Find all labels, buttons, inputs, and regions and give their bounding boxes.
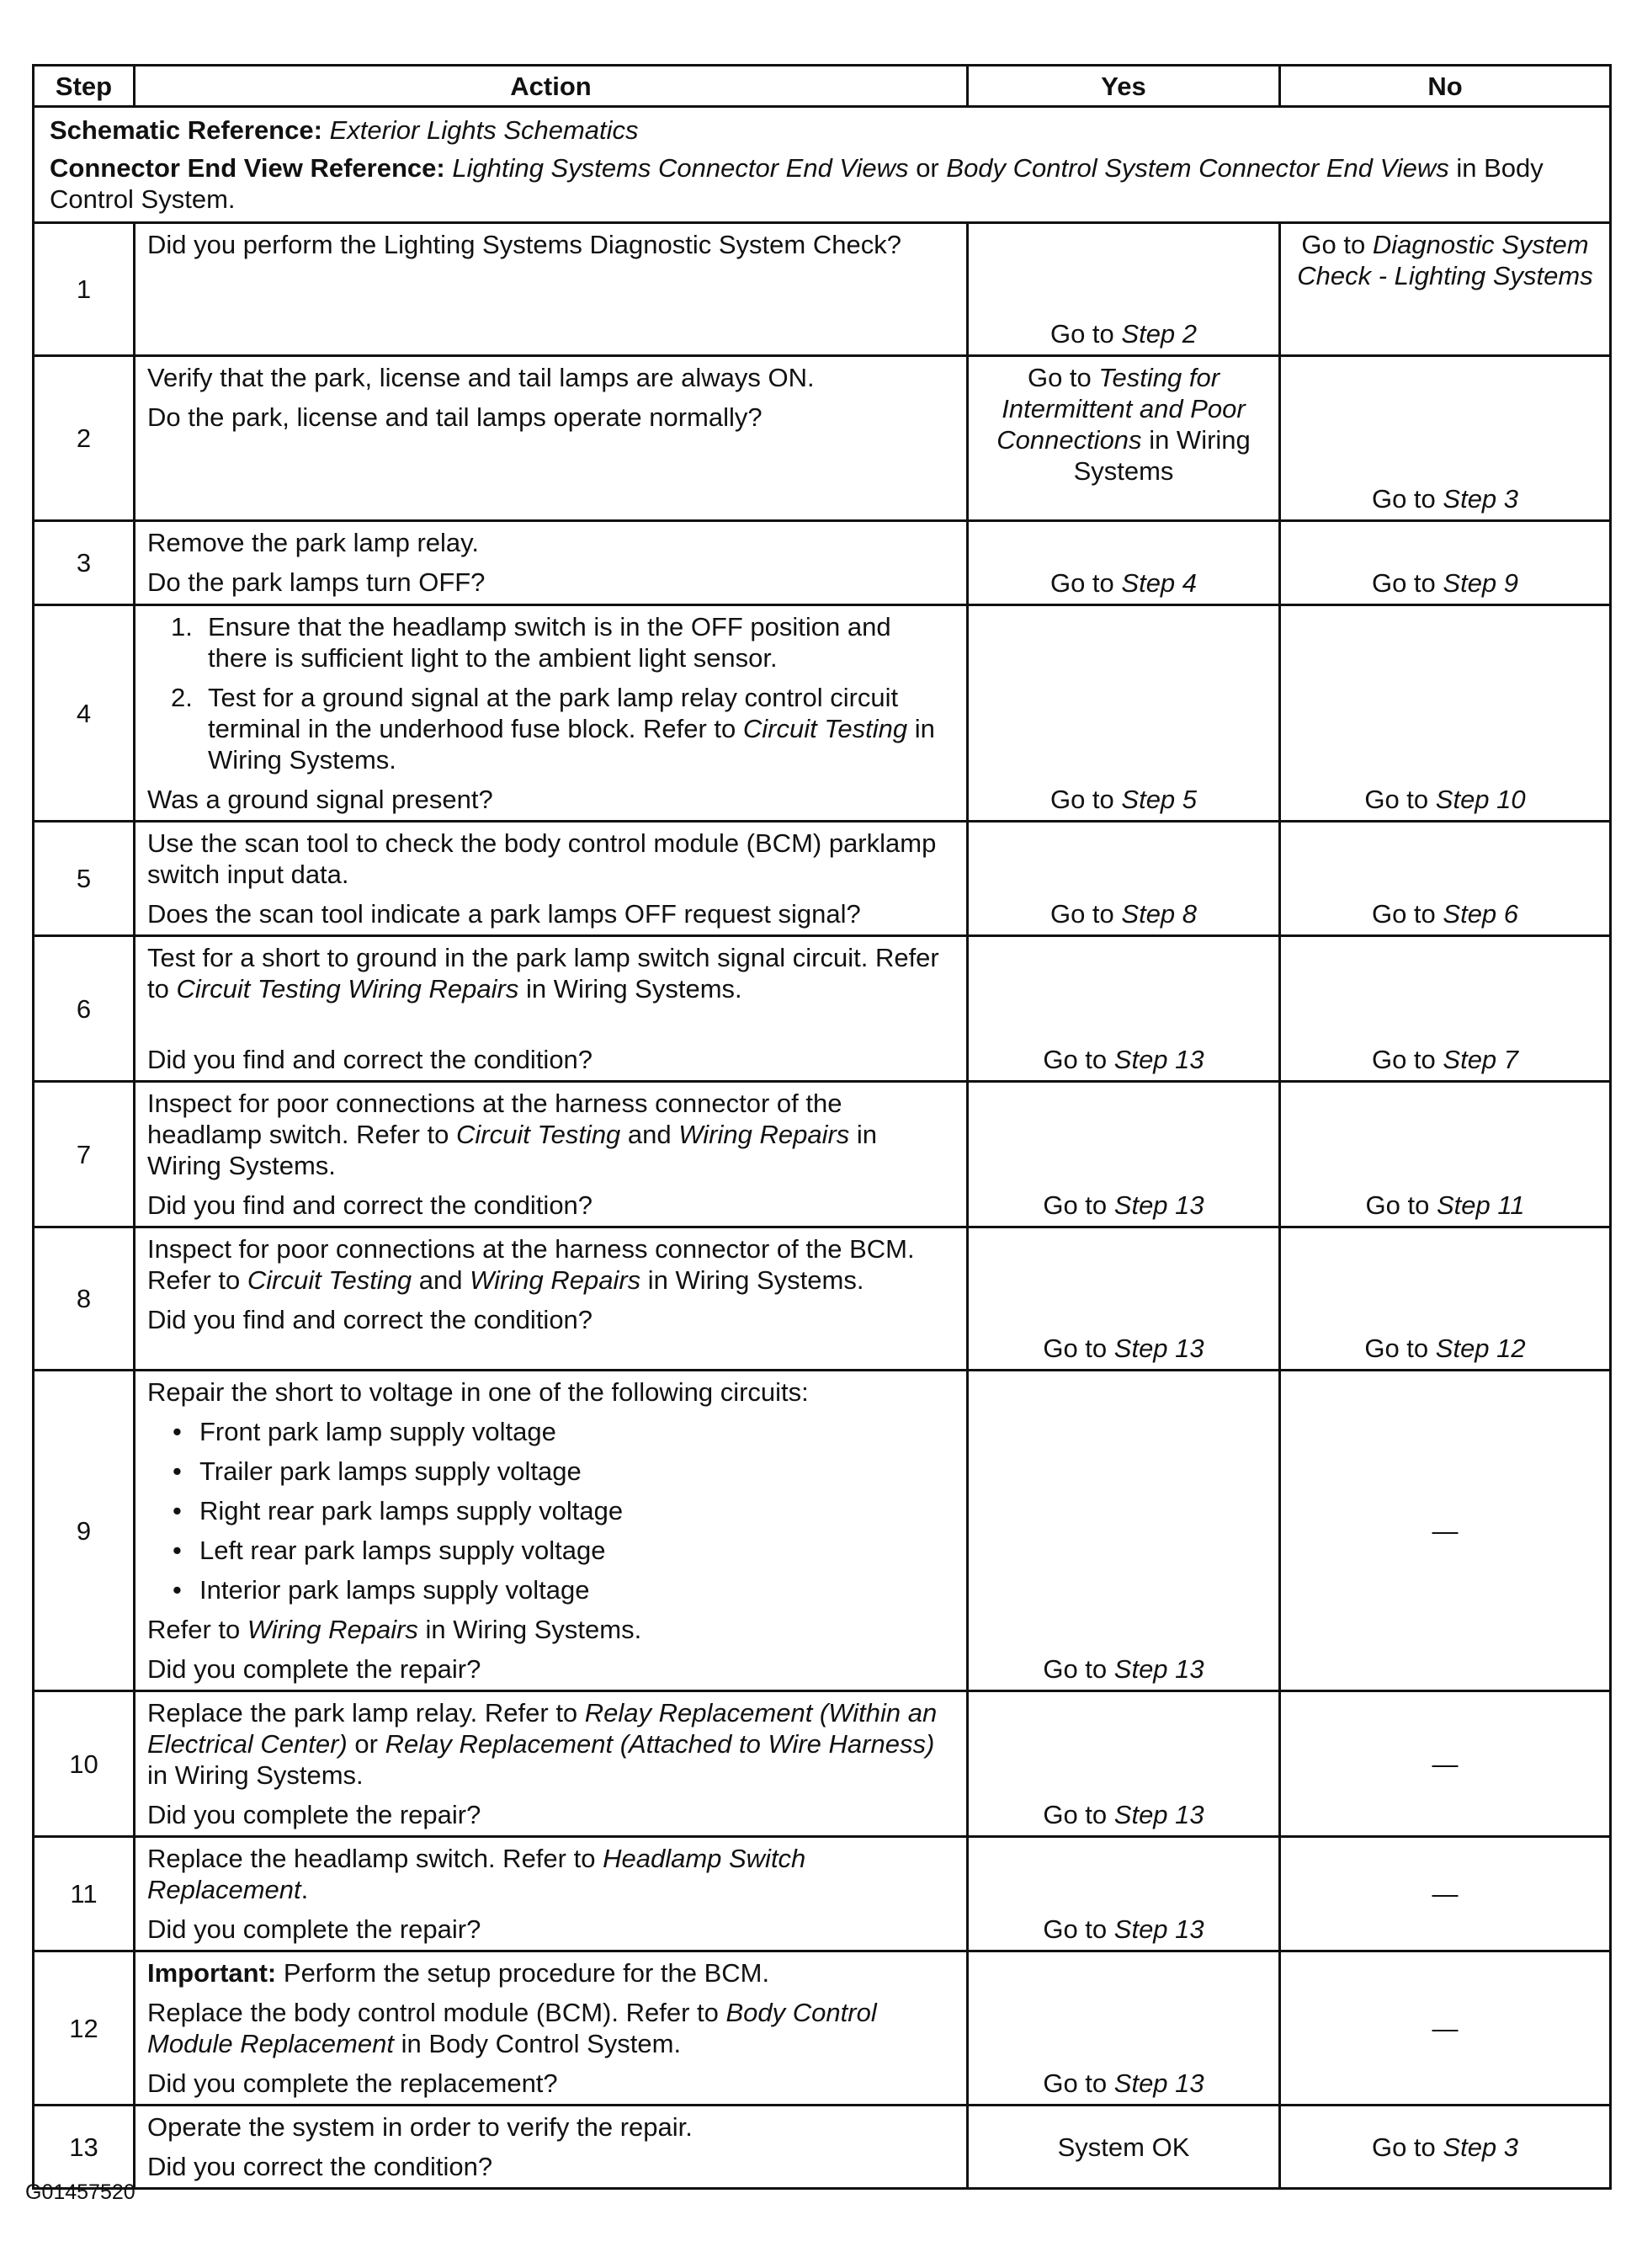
no-cell [1280, 936, 1611, 1082]
table-row [34, 1951, 1611, 2106]
schematic-reference-value: Exterior Lights Schematics [329, 115, 639, 145]
schematic-reference [50, 114, 1597, 146]
action-text: Did you perform the Lighting Systems Diagnostic System Check? [147, 230, 901, 259]
goto-label: Go to [1043, 1190, 1108, 1220]
header-action: Action [135, 66, 968, 107]
action-question: Did you correct the condition? [147, 2152, 493, 2181]
action-text-tail: in Wiring Systems. [147, 1760, 364, 1790]
bullet-list [147, 1416, 954, 1605]
step-action [135, 1371, 968, 1691]
step-number: 13 [34, 2106, 135, 2189]
important-text: Perform the setup procedure for the BCM. [283, 1958, 770, 1988]
action-text-or: or [354, 1729, 378, 1759]
step-action [135, 356, 968, 521]
action-text-part: Inspect for poor connections at the harness connector of the BCM. Refer to [147, 1234, 915, 1295]
goto-label: Go to [1049, 785, 1114, 814]
step-number: 2 [34, 356, 135, 521]
diagnostic-table [32, 64, 1612, 2190]
step-action [135, 1691, 968, 1837]
step-link[interactable]: Step 13 [1113, 2068, 1204, 2098]
table-row [34, 1227, 1611, 1371]
reference-link[interactable]: Circuit Testing [742, 714, 908, 743]
step-action [135, 1082, 968, 1227]
action-question: Do the park lamps turn OFF? [147, 567, 486, 597]
goto-label: Go to [1364, 785, 1429, 814]
action-text-part: Replace the body control module (BCM). Refer to [147, 1998, 719, 2027]
action-text-tail: in Wiring Systems. [147, 1120, 878, 1180]
list-item [147, 682, 954, 775]
no-cell [1280, 605, 1611, 822]
reference-row [34, 107, 1611, 223]
connector-reference-tail: in Body Control System. [50, 153, 1544, 214]
step-number: 5 [34, 822, 135, 936]
step-link[interactable]: Step 3 [1443, 484, 1519, 514]
step-action [135, 605, 968, 822]
goto-label: Go to [1365, 1190, 1430, 1220]
action-text-tail: in Wiring Systems. [425, 1615, 642, 1644]
action-text-part: Refer to [147, 1615, 241, 1644]
step-link[interactable]: Step 13 [1113, 1654, 1204, 1684]
step-number: 6 [34, 936, 135, 1082]
action-text-part: Inspect for poor connections at the harness connector of the headlamp switch. Refer to [147, 1089, 842, 1149]
yes-cell [968, 1227, 1280, 1371]
action-text: Repair the short to voltage in one of the following circuits: [147, 1377, 809, 1407]
header-no: No [1280, 66, 1611, 107]
step-action [135, 521, 968, 605]
no-cell [1280, 1082, 1611, 1227]
no-cell: — [1280, 1691, 1611, 1837]
action-text: Verify that the park, license and tail lamps are always ON. [147, 363, 815, 392]
action-text [147, 1843, 954, 1905]
no-cell: — [1280, 1951, 1611, 2106]
action-question: Did you complete the replacement? [147, 2068, 558, 2098]
step-link[interactable]: Step 5 [1121, 785, 1198, 814]
connector-reference-or: or [916, 153, 939, 183]
action-text-part: Replace the headlamp switch. Refer to [147, 1844, 596, 1873]
spacer [147, 1013, 954, 1044]
action-text-part: Replace the park lamp relay. Refer to [147, 1698, 578, 1728]
table-row [34, 223, 1611, 356]
yes-cell [968, 1837, 1280, 1951]
action-text [147, 1697, 954, 1791]
step-link[interactable]: Step 9 [1443, 568, 1519, 598]
reference-link[interactable]: Headlamp Switch Replacement [147, 1844, 806, 1904]
reference-link[interactable]: Testing for Intermittent and Poor Connections [996, 363, 1246, 455]
yes-cell [968, 936, 1280, 1082]
yes-cell [968, 822, 1280, 936]
connector-reference-link-1: Lighting Systems Connector End Views [452, 153, 909, 183]
yes-cell [968, 1951, 1280, 2106]
table-row [34, 1691, 1611, 1837]
step-number: 12 [34, 1951, 135, 2106]
step-link[interactable]: Step 13 [1113, 1190, 1204, 1220]
step-link[interactable]: Step 10 [1435, 785, 1526, 814]
numbered-list [147, 611, 954, 775]
list-item: • Trailer park lamps supply voltage [147, 1456, 954, 1487]
step-action [135, 2106, 968, 2189]
reference-link[interactable]: Wiring Repairs [470, 1265, 641, 1295]
action-question: Did you complete the repair? [147, 1654, 481, 1684]
action-question: Did you complete the repair? [147, 1800, 481, 1829]
header-step: Step [34, 66, 135, 107]
reference-link[interactable]: Body Control Module Replacement [147, 1998, 877, 2058]
step-action [135, 936, 968, 1082]
goto-label: Go to [1049, 568, 1114, 598]
step-link[interactable]: Step 7 [1443, 1045, 1519, 1074]
yes-cell [968, 356, 1280, 521]
action-text-and: and [627, 1120, 672, 1149]
step-link[interactable]: Step 13 [1113, 1045, 1204, 1074]
step-link[interactable]: Step 6 [1443, 899, 1519, 929]
no-cell [1280, 521, 1611, 605]
reference-link[interactable]: Circuit Testing Wiring Repairs [176, 974, 519, 1004]
step-number: 10 [34, 1691, 135, 1837]
step-number: 11 [34, 1837, 135, 1951]
list-text: Test for a ground signal at the park lamp relay control circuit terminal in the underhood fuse block. Refer to [208, 683, 899, 743]
table-row [34, 822, 1611, 936]
goto-label: Go to [1371, 1045, 1436, 1074]
no-cell: — [1280, 1837, 1611, 1951]
action-question: Do the park, license and tail lamps operate normally? [147, 402, 763, 432]
action-text-part: Test for a short to ground in the park lamp switch signal circuit. Refer to [147, 943, 939, 1004]
connector-reference [50, 152, 1597, 215]
table-row [34, 1371, 1611, 1691]
step-action [135, 822, 968, 936]
schematic-reference-label: Schematic Reference: [50, 115, 322, 145]
yes-cell [968, 1691, 1280, 1837]
yes-cell [968, 521, 1280, 605]
yes-cell [968, 1371, 1280, 1691]
goto-label: Go to [1043, 1654, 1108, 1684]
action-text-tail: . [300, 1875, 309, 1904]
goto-label: Go to [1371, 484, 1436, 514]
step-link[interactable]: Step 4 [1121, 568, 1198, 598]
goto-label: Go to [1371, 899, 1436, 929]
list-item: • Left rear park lamps supply voltage [147, 1535, 954, 1566]
action-text: Use the scan tool to check the body control module (BCM) parklamp switch input data. [147, 828, 937, 889]
action-text-tail: in Wiring Systems. [525, 974, 742, 1004]
step-link[interactable]: Step 2 [1121, 319, 1198, 349]
connector-reference-label: Connector End View Reference: [50, 153, 445, 183]
action-text-and: and [418, 1265, 463, 1295]
action-text-tail: in Body Control System. [401, 2029, 682, 2058]
step-link[interactable]: Step 3 [1443, 2132, 1519, 2162]
table-row [34, 605, 1611, 822]
action-question: Did you complete the repair? [147, 1914, 481, 1944]
no-cell [1280, 1227, 1611, 1371]
table-row [34, 1082, 1611, 1227]
list-number: 2. [171, 683, 193, 712]
list-item: • Interior park lamps supply voltage [147, 1574, 954, 1605]
goto-label: Go to [1049, 899, 1114, 929]
table-row [34, 356, 1611, 521]
action-reference [147, 1614, 954, 1645]
reference-link[interactable]: Wiring Repairs [247, 1615, 418, 1644]
list-item: • Right rear park lamps supply voltage [147, 1495, 954, 1526]
step-number: 3 [34, 521, 135, 605]
no-cell [1280, 2106, 1611, 2189]
important-label: Important: [147, 1958, 277, 1988]
reference-tail: in Wiring Systems [1073, 425, 1251, 486]
step-link[interactable]: Step 11 [1436, 1190, 1525, 1220]
action-text: Remove the park lamp relay. [147, 528, 479, 557]
connector-reference-link-2: Body Control System Connector End Views [946, 153, 1449, 183]
action-question: Did you find and correct the condition? [147, 1190, 593, 1220]
step-action [135, 1227, 968, 1371]
action-text: Operate the system in order to verify the repair. [147, 2112, 693, 2142]
goto-label: Go to [1043, 1334, 1108, 1363]
reference-link[interactable]: Relay Replacement (Attached to Wire Harness) [385, 1729, 935, 1759]
header-yes: Yes [968, 66, 1280, 107]
step-number: 4 [34, 605, 135, 822]
yes-cell [968, 605, 1280, 822]
goto-label: Go to [1043, 1914, 1108, 1944]
step-number: 7 [34, 1082, 135, 1227]
step-action [135, 1951, 968, 2106]
step-link[interactable]: Step 12 [1435, 1334, 1526, 1363]
goto-label: Go to [1043, 1045, 1108, 1074]
action-question: Was a ground signal present? [147, 785, 493, 814]
table-row [34, 1837, 1611, 1951]
no-cell: — [1280, 1371, 1611, 1691]
step-number: 9 [34, 1371, 135, 1691]
figure-id: G01457520 [25, 2180, 136, 2204]
table-row [34, 2106, 1611, 2189]
table-row [34, 936, 1611, 1082]
list-number: 1. [171, 612, 193, 642]
action-text [147, 1088, 954, 1181]
list-text-tail: in Wiring Systems. [208, 714, 935, 775]
diagnostic-table-container [32, 64, 1609, 2190]
reference-link[interactable]: Wiring Repairs [678, 1120, 850, 1149]
step-link[interactable]: Step 13 [1113, 1914, 1204, 1944]
goto-label: Go to [1043, 1800, 1108, 1829]
list-text: Ensure that the headlamp switch is in the OFF position and there is sufficient light to the ambient light sensor. [208, 612, 891, 673]
yes-cell [968, 2106, 1280, 2189]
step-action [135, 223, 968, 356]
action-text [147, 1997, 954, 2059]
reference-link[interactable]: Circuit Testing [247, 1265, 412, 1295]
goto-label: Go to [1043, 2068, 1108, 2098]
no-cell [1280, 822, 1611, 936]
step-number: 1 [34, 223, 135, 356]
action-question: Does the scan tool indicate a park lamps OFF request signal? [147, 899, 861, 929]
table-header-row [34, 66, 1611, 107]
step-number: 8 [34, 1227, 135, 1371]
reference-link[interactable]: Relay Replacement (Within an Electrical Center) [147, 1698, 938, 1759]
reference-cell [34, 107, 1611, 223]
no-cell [1280, 223, 1611, 356]
goto-label: Go to [1301, 230, 1366, 259]
goto-label: Go to [1049, 319, 1114, 349]
step-link[interactable]: Step 8 [1121, 899, 1198, 929]
action-text [147, 942, 954, 1004]
goto-label: Go to [1027, 363, 1092, 392]
no-cell [1280, 356, 1611, 521]
goto-label: Go to [1371, 2132, 1436, 2162]
action-text-tail: in Wiring Systems. [647, 1265, 864, 1295]
yes-cell [968, 1082, 1280, 1227]
list-item [147, 611, 954, 673]
diagnostic-link[interactable]: Diagnostic System Check - Lighting Systems [1297, 230, 1593, 290]
action-text [147, 1233, 954, 1296]
important-note [147, 1957, 954, 1988]
goto-label: Go to [1371, 568, 1436, 598]
yes-cell [968, 223, 1280, 356]
list-item: • Front park lamp supply voltage [147, 1416, 954, 1447]
system-ok-text: System OK [1057, 2132, 1190, 2162]
action-question: Did you find and correct the condition? [147, 1045, 593, 1074]
reference-link[interactable]: Circuit Testing [456, 1120, 621, 1149]
action-question: Did you find and correct the condition? [147, 1305, 593, 1334]
step-link[interactable]: Step 13 [1113, 1800, 1204, 1829]
table-row [34, 521, 1611, 605]
step-action [135, 1837, 968, 1951]
step-link[interactable]: Step 13 [1113, 1334, 1204, 1363]
goto-label: Go to [1364, 1334, 1429, 1363]
